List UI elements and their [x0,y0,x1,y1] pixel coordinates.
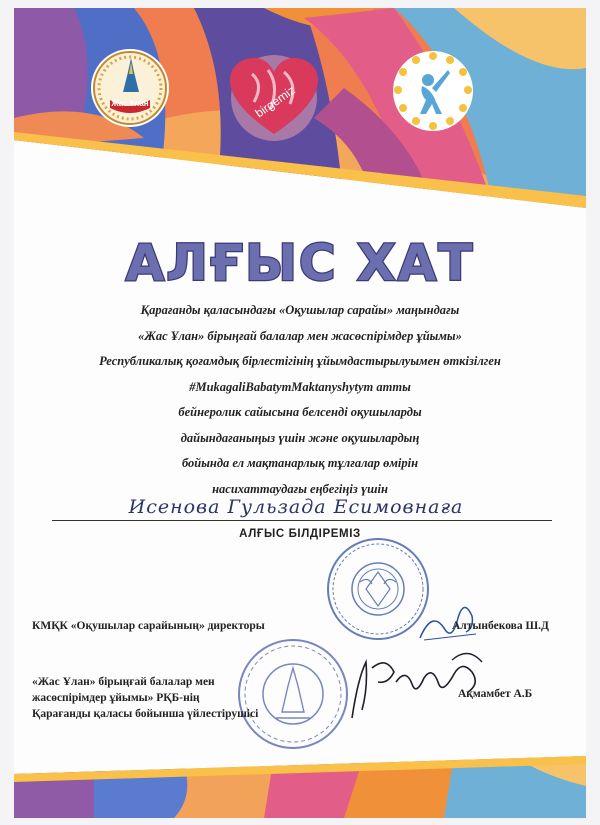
coordinator-position-line: Қарағанды қаласы бойынша үйлестірушісі [32,708,259,720]
recipient-underline [52,520,552,521]
recipient-name: Исенова Гульзада Есимовнаға [128,496,464,518]
monument-icon [122,58,140,94]
body-line: #MukagaliBabatymMaktanyshytym атты [189,379,411,394]
certificate-page [14,8,586,818]
birgemiz-logo [224,54,324,142]
coordinator-position-line: жасөспірімдер ұйымы» РҚБ-нің [32,692,200,704]
director-name: Алтынбекова Ш.Д [452,620,549,632]
body-line: Республикалық қоғамдық бірлестігінің ұйымдастырылуымен өткізілген [99,354,501,368]
body-line: бойында ел мақтанарлық тұлғалар өмірін [181,456,419,470]
body-line: дайындағаныңыз үшін және оқушылардың [180,430,420,445]
certificate-body [44,298,556,502]
coordinator-position-line: «Жас Ұлан» бірыңғай балалар мен [32,676,215,688]
child-sun-logo [392,50,474,132]
coordinator-name: Ақмамбет А.Б [458,688,533,700]
director-signature-icon [414,588,484,648]
title-text: АЛҒЫС ХАТ [125,234,475,292]
gratitude-heading: АЛҒЫС БІЛДІРЕМІЗ [239,528,361,540]
certificate-title [14,226,586,292]
body-line: бейнеролик сайысына белсенді оқушыларды [178,405,422,419]
body-line: «Жас Ұлан» бірыңғай балалар мен жасөспірімдер ұйымы» [138,328,462,343]
body-line: насихаттаудағы еңбегіңіз үшін [212,481,388,496]
zhas-ulan-stamp-icon [236,638,350,750]
zhas-ulan-logo-text: Жас Ұлан [111,99,149,108]
body-line: Қарағанды қаласындағы «Оқушылар сарайы» маңындағы [140,303,460,317]
footer-banner [14,756,586,818]
director-position: КМҚК «Оқушылар сарайының» директоры [32,620,265,632]
birgemiz-logo-text: birgemiz [252,82,298,121]
